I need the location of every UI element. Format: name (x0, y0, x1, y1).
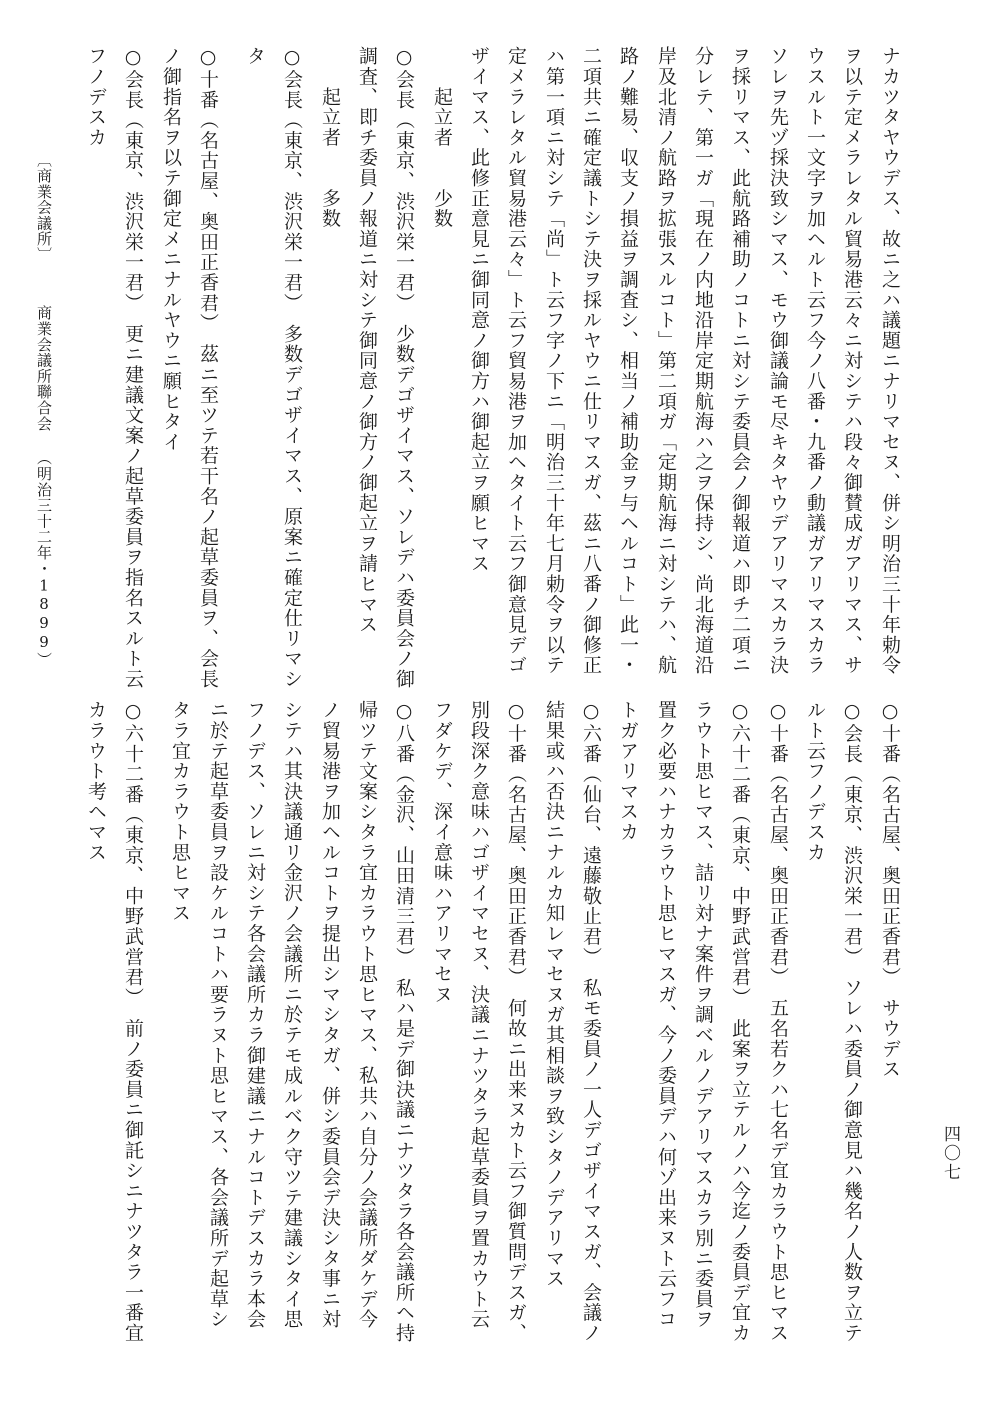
text-column: ナカツタヤウデス、故ニ之ハ議題ニナリマセヌ、併シ明治三十年勅令 (879, 46, 901, 676)
text-column: フノデス、ソレニ対シテ各会議所カラ御建議ニナルコトデスカラ本会 (244, 700, 266, 1330)
text-column: トガアリマスカ (617, 700, 639, 843)
text-column: 帰ツテ文案シタラ宜カラウト思ヒマス、私共ハ自分ノ会議所ダケデ今 (356, 700, 378, 1330)
text-column: ○十番（名古屋、奥田正香君） サウデス (879, 700, 901, 1080)
text-column: ○八番（金沢、山田清三君） 私ハ是デ御決議ニナツタラ各会議所ヘ持 (393, 700, 415, 1344)
header-section-label: 〔商業会議所〕 (35, 152, 53, 263)
text-column: ルト云フノデスカ (804, 700, 826, 863)
text-column: シテハ其決議通リ金沢ノ会議所ニ於テモ成ルベク守ツテ建議シタイ思 (281, 700, 303, 1330)
text-column: 別段深ク意味ハゴザイマセヌ、決議ニナツタラ起草委員ヲ置カウト云 (468, 700, 490, 1330)
text-column: 二項共ニ確定議トシテ決ヲ採ルヤウニ仕リマスガ、茲ニ八番ノ御修正 (580, 46, 602, 676)
text-column: ○会長（東京、渋沢栄一君） 更ニ建議文案ノ起草委員ヲ指名スルト云 (122, 46, 144, 690)
text-column: ○十番（名古屋、奥田正香君） 何故ニ出来ヌカト云フ御質問デスガ、 (505, 700, 527, 1344)
header-date: （明治三十二年・1899） (35, 450, 53, 668)
text-column: ザイマス、此修正意見ニ御同意ノ御方ハ御起立ヲ願ヒマス (468, 46, 490, 574)
text-column: フダケデ、深イ意味ハアリマセヌ (431, 700, 453, 1005)
text-column: ニ於テ起草委員ヲ設ケルコトハ要ラヌト思ヒマス、各会議所デ起草シ (207, 700, 229, 1330)
text-column: ノ御指名ヲ以テ御定メニナルヤウニ願ヒタイ (160, 46, 182, 452)
text-column: ノ貿易港ヲ加ヘルコトヲ提出シマシタガ、併シ委員会デ決シタ事ニ対 (319, 700, 341, 1330)
text-column: 起立者 多数 (319, 46, 341, 229)
text-column: 路ノ難易、収支ノ損益ヲ調査シ、相当ノ補助金ヲ与ヘルコト」此一・ (617, 46, 639, 676)
header-title: 商業会議所聯合会 (35, 305, 53, 432)
text-column: 岸及北清ノ航路ヲ拡張スルコト」第二項ガ「定期航海ニ対シテハ、航 (655, 46, 677, 676)
text-column: ソレヲ先ヅ採決致シマス、モウ御議論モ尽キタヤウデアリマスカラ決 (767, 46, 789, 676)
text-column: 定メラレタル貿易港云々」ト云フ貿易港ヲ加ヘタイト云フ御意見デゴ (505, 46, 527, 676)
text-column: フノデスカ (85, 46, 107, 148)
text-column: ウスルト一文字ヲ加ヘルト云フ今ノ八番・九番ノ動議ガアリマスカラ (804, 46, 826, 676)
text-column: 置ク必要ハナカラウト思ヒマスガ、今ノ委員デハ何ゾ出来ヌト云フコ (655, 700, 677, 1330)
text-column: ヲ採リマス、此航路補助ノコトニ対シテ委員会ノ御報道ハ即チ二項ニ (729, 46, 751, 676)
text-column: 起立者 少数 (431, 46, 453, 229)
text-column: カラウト考ヘマス (85, 700, 107, 863)
text-column: ○十番（名古屋、奥田正香君） 五名若クハ七名デ宜カラウト思ヒマス (767, 700, 789, 1344)
text-column: ヲ以テ定メラレタル貿易港云々ニ対シテハ段々御賛成ガアリマス、サ (841, 46, 863, 676)
text-column: ○十番（名古屋、奥田正香君） 茲ニ至ツテ若干名ノ起草委員ヲ、会長 (197, 46, 219, 690)
text-column: ○六十二番（東京、中野武営君） 此案ヲ立テルノハ今迄ノ委員デ宜カ (729, 700, 751, 1344)
text-column: 結果或ハ否決ニナルカ知レマセヌガ其相談ヲ致シタノデアリマス (543, 700, 565, 1289)
page-number: 四〇七 (940, 1125, 960, 1182)
text-column: ○会長（東京、渋沢栄一君） 少数デゴザイマス、ソレデハ委員会ノ御 (393, 46, 415, 690)
text-column: 調査、即チ委員ノ報道ニ対シテ御同意ノ御方ノ御起立ヲ請ヒマス (356, 46, 378, 635)
text-column: ラウト思ヒマス、詰リ対ナ案件ヲ調ベルノデアリマスカラ別ニ委員ヲ (692, 700, 714, 1330)
text-column: ○六番（仙台、遠藤敬止君） 私モ委員ノ一人デゴザイマスガ、会議ノ (580, 700, 602, 1344)
text-column: ○会長（東京、渋沢栄一君） ソレハ委員ノ御意見ハ幾名ノ人数ヲ立テ (841, 700, 863, 1344)
text-column: ○会長（東京、渋沢栄一君） 多数デゴザイマス、原案ニ確定仕リマシ (281, 46, 303, 690)
text-column: ○六十二番（東京、中野武営君） 前ノ委員ニ御託シニナツタラ一番宜 (122, 700, 144, 1344)
text-column: ハ第一項ニ対シテ「尚」ト云フ字ノ下ニ「明治三十年七月勅令ヲ以テ (543, 46, 565, 676)
text-column: タラ宜カラウト思ヒマス (169, 700, 191, 924)
text-column: タ (244, 46, 266, 67)
text-column: 分レテ、第一ガ「現在ノ内地沿岸定期航海ハ之ヲ保持シ、尚北海道沿 (692, 46, 714, 676)
